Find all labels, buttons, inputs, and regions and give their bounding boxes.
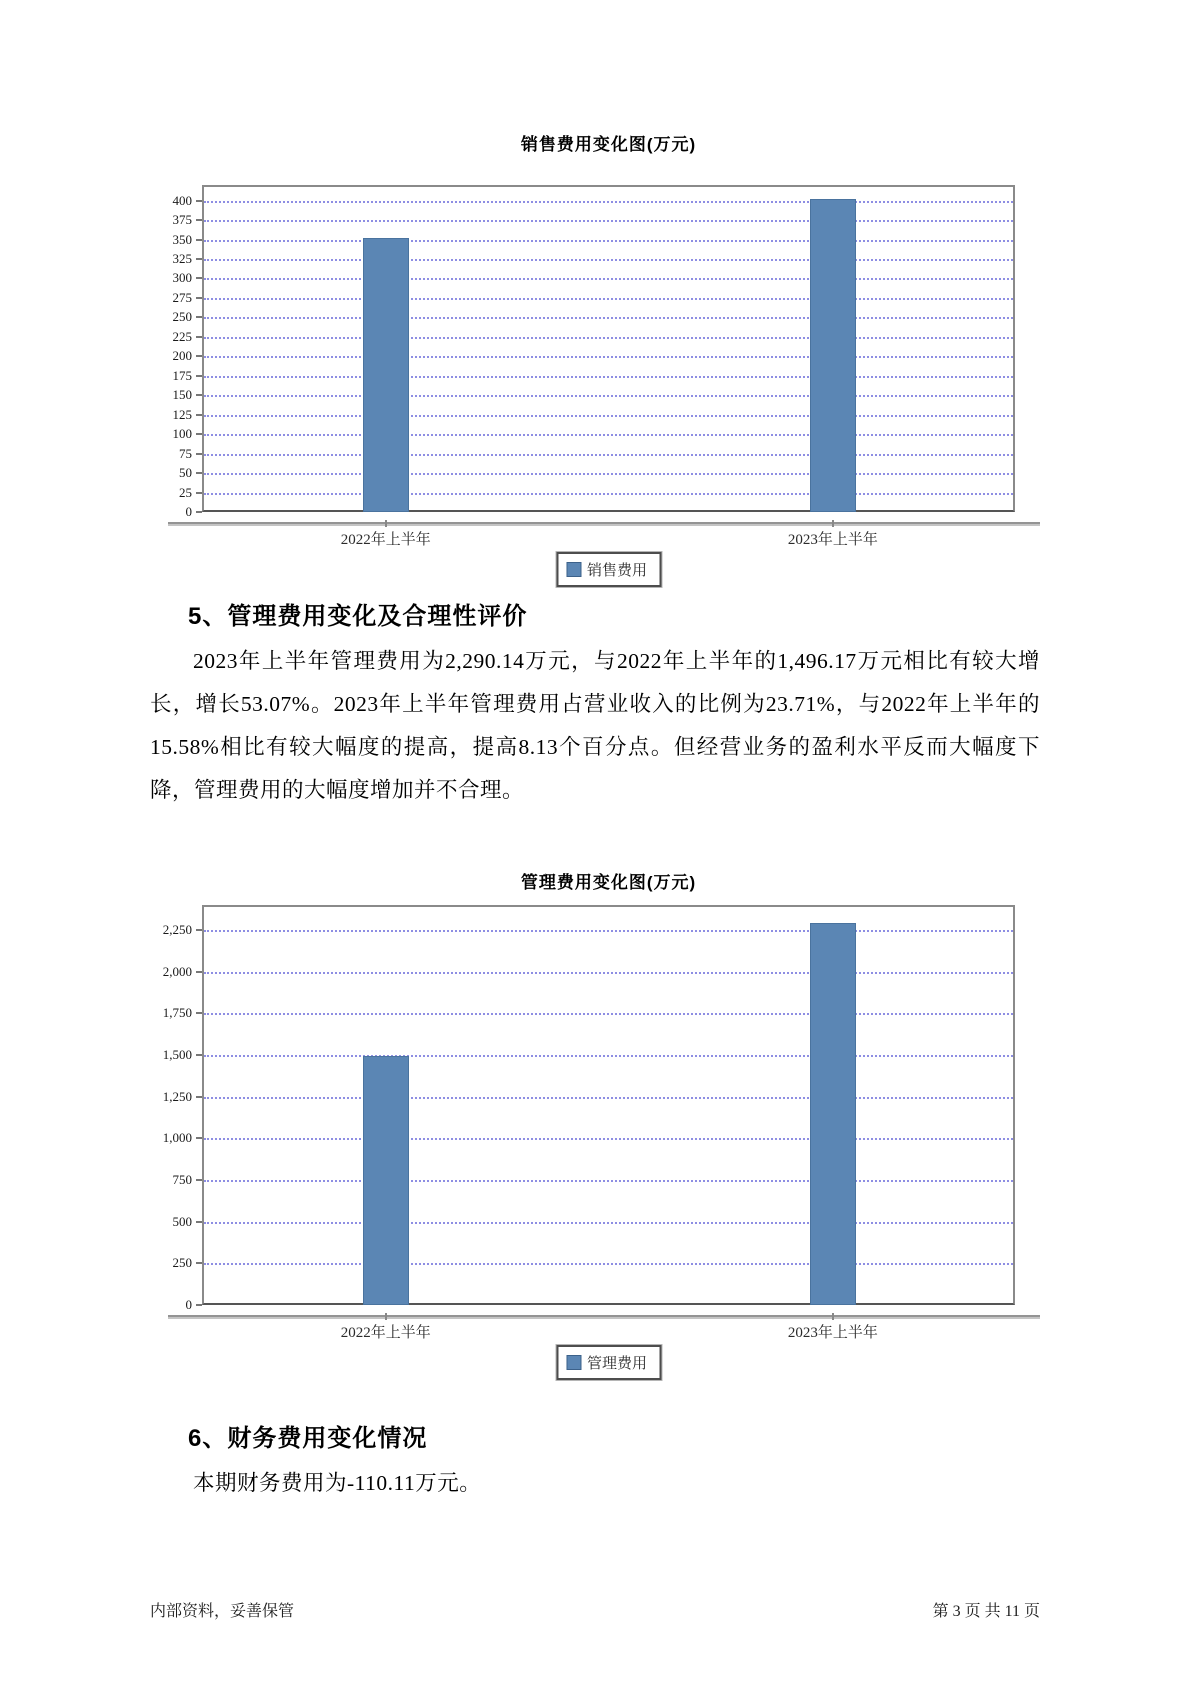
- legend: [556, 1345, 661, 1380]
- y-axis-tick: [196, 316, 202, 318]
- y-axis-tick-label: 1,500: [162, 1047, 192, 1062]
- y-axis-tick-label: 2,250: [162, 922, 192, 937]
- gridline: [204, 1013, 1013, 1015]
- y-axis-tick: [196, 336, 202, 338]
- y-axis-tick-label: 1,000: [162, 1130, 192, 1146]
- gridline: [204, 337, 1013, 339]
- gridline: [204, 298, 1013, 300]
- gridline: [204, 454, 1013, 456]
- y-axis-tick-label: 400: [172, 192, 192, 208]
- y-axis-tick: [196, 258, 202, 260]
- y-axis-tick-label: 100: [172, 426, 192, 442]
- y-axis-tick-label: 350: [172, 231, 192, 247]
- y-axis-tick: [196, 1179, 202, 1181]
- section-5-heading: 5、管理费用变化及合理性评价: [188, 603, 528, 630]
- y-axis-tick: [196, 453, 202, 455]
- gridline: [204, 356, 1013, 358]
- footer-confidential-note: 内部资料，妥善保管: [150, 1603, 295, 1620]
- gridline: [204, 1138, 1013, 1140]
- gridline: [204, 972, 1013, 974]
- gridline: [204, 1180, 1013, 1182]
- y-axis-tick-label: 25: [179, 484, 192, 500]
- legend-label: 管理费用: [586, 1356, 648, 1372]
- x-axis-tick: [832, 520, 834, 527]
- y-axis-tick: [196, 1096, 202, 1098]
- y-axis-tick-label: 200: [172, 348, 192, 364]
- y-axis-tick-label: 750: [172, 1172, 192, 1187]
- y-axis-tick-label: 2,000: [162, 963, 192, 979]
- gridline: [204, 473, 1013, 475]
- y-axis-tick-label: 50: [179, 465, 192, 481]
- y-axis-tick-label: 225: [172, 328, 192, 344]
- chart-title: 销售费用变化图(万元): [520, 135, 697, 154]
- gridline: [204, 493, 1013, 495]
- gridline: [204, 1097, 1013, 1099]
- y-axis-tick: [196, 1137, 202, 1139]
- gridline: [204, 376, 1013, 378]
- y-axis-tick: [196, 239, 202, 241]
- gridline: [204, 434, 1013, 436]
- gridline: [204, 930, 1013, 932]
- y-axis-tick: [196, 971, 202, 973]
- y-axis-tick: [196, 297, 202, 299]
- y-axis-tick-label: 325: [172, 250, 192, 266]
- x-axis-line: [168, 522, 1040, 524]
- y-axis-tick-label: 150: [172, 387, 192, 403]
- y-axis-tick: [196, 492, 202, 494]
- y-axis-tick-label: 75: [179, 445, 192, 461]
- y-axis-tick-label: 0: [185, 504, 192, 519]
- gridline: [204, 201, 1013, 203]
- bar-2022年上半年: [363, 1056, 409, 1305]
- gridline: [204, 317, 1013, 319]
- section-6-paragraph: 本期财务费用为-110.11万元。: [193, 1471, 482, 1495]
- gridline: [204, 415, 1013, 417]
- y-axis-tick-label: 250: [172, 1255, 192, 1271]
- y-axis-tick-label: 175: [172, 367, 192, 383]
- x-axis-category-label: 2022年上半年: [340, 532, 431, 548]
- y-axis-tick: [196, 929, 202, 931]
- legend-label: 销售费用: [586, 563, 648, 579]
- x-axis-tick: [385, 520, 387, 527]
- x-axis-line: [168, 1315, 1040, 1317]
- bar-2023年上半年: [810, 199, 856, 512]
- y-axis-tick: [196, 1304, 202, 1306]
- plot-area: [202, 185, 1015, 512]
- footer-page-number: 第 3 页 共 11 页: [932, 1603, 1040, 1620]
- y-axis-tick-label: 250: [172, 309, 192, 325]
- legend: [556, 552, 661, 587]
- gridline: [204, 1263, 1013, 1265]
- y-axis-tick-label: 1,750: [162, 1005, 192, 1021]
- gridline: [204, 259, 1013, 261]
- y-axis-tick: [196, 219, 202, 221]
- y-axis-tick-label: 500: [172, 1213, 192, 1229]
- section-6-heading: 6、财务费用变化情况: [188, 1425, 428, 1452]
- page-footer: [150, 1598, 1040, 1621]
- x-axis-category-label: 2022年上半年: [340, 1325, 431, 1341]
- y-axis-tick-label: 275: [172, 289, 192, 305]
- gridline: [204, 278, 1013, 280]
- y-axis-tick: [196, 1262, 202, 1264]
- bar-2023年上半年: [810, 923, 856, 1305]
- x-axis-tick: [832, 1313, 834, 1320]
- y-axis-tick: [196, 472, 202, 474]
- x-axis-category-label: 2023年上半年: [787, 532, 878, 548]
- section-5-paragraph: 2023年上半年管理费用为2,290.14万元，与2022年上半年的1,496.17万元相比有较大增长，增长53.07%。2023年上半年管理费用占营业收入的比例为23.71%，与2022年上半年的15.58%相比有较大幅度的提高，提高8.13个百分点。但经营业务的盈利水平反而大幅度下降，管理费用的大幅度增加并不合理。: [150, 649, 1040, 802]
- y-axis-tick: [196, 511, 202, 513]
- gridline: [204, 220, 1013, 222]
- y-axis-tick: [196, 433, 202, 435]
- y-axis-tick: [196, 1012, 202, 1014]
- y-axis-tick: [196, 1221, 202, 1223]
- x-axis-tick: [385, 1313, 387, 1320]
- y-axis-tick-label: 375: [172, 212, 192, 228]
- y-axis-tick: [196, 277, 202, 279]
- chart-title: 管理费用变化图(万元): [520, 873, 697, 892]
- y-axis-tick: [196, 394, 202, 396]
- legend-marker-icon: [566, 562, 581, 577]
- y-axis-tick: [196, 200, 202, 202]
- y-axis-tick: [196, 414, 202, 416]
- gridline: [204, 1055, 1013, 1057]
- y-axis-tick: [196, 1054, 202, 1056]
- gridline: [204, 240, 1013, 242]
- y-axis-tick: [196, 355, 202, 357]
- gridline: [204, 395, 1013, 397]
- bar-2022年上半年: [363, 238, 409, 512]
- legend-marker-icon: [566, 1355, 581, 1370]
- plot-area: [202, 905, 1015, 1305]
- gridline: [204, 1222, 1013, 1224]
- y-axis-tick-label: 1,250: [162, 1088, 192, 1104]
- y-axis-tick-label: 300: [172, 270, 192, 286]
- x-axis-category-label: 2023年上半年: [787, 1325, 878, 1341]
- y-axis-tick: [196, 375, 202, 377]
- y-axis-tick-label: 0: [185, 1297, 192, 1312]
- y-axis-tick-label: 125: [172, 406, 192, 422]
